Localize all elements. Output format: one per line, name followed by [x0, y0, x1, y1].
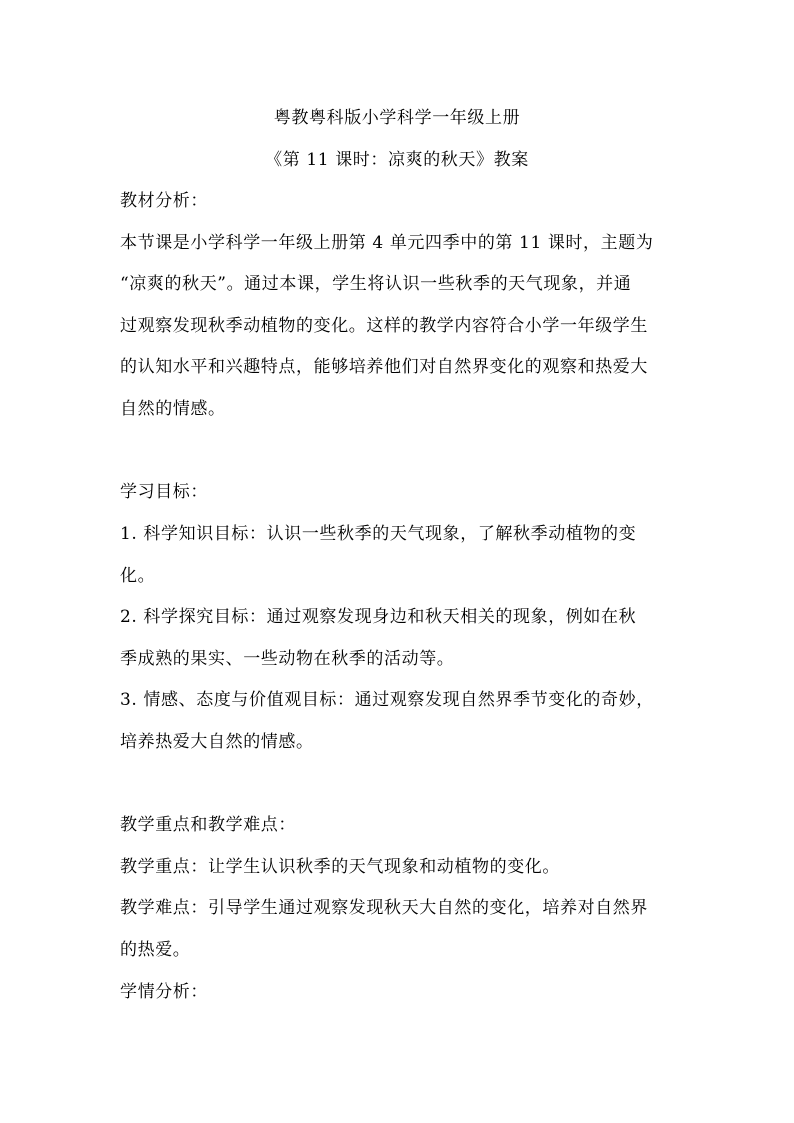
analysis-line: 自然的情感。 — [120, 399, 226, 419]
objectives-line: 化。 — [120, 566, 156, 586]
objectives-line: 3. 情感、态度与价值观目标：通过观察发现自然界季节变化的奇妙， — [120, 690, 654, 710]
analysis-line: 本节课是小学科学一年级上册第 4 单元四季中的第 11 课时，主题为 — [120, 233, 654, 253]
objectives-heading: 学习目标： — [120, 482, 208, 502]
objectives-line: 季成熟的果实、一些动物在秋季的活动等。 — [120, 649, 455, 669]
keypoints-heading: 教学重点和教学难点： — [120, 815, 296, 835]
objectives-line: 2. 科学探究目标：通过观察发现身边和秋天相关的现象，例如在秋 — [120, 607, 637, 627]
analysis-line: “凉爽的秋天”。通过本课，学生将认识一些秋季的天气现象，并通 — [120, 274, 632, 294]
document-title: 粤教粤科版小学科学一年级上册 — [273, 108, 521, 128]
objectives-line: 培养热爱大自然的情感。 — [120, 732, 314, 752]
analysis-line: 过观察发现秋季动植物的变化。这样的教学内容符合小学一年级学生 — [120, 316, 648, 336]
analysis-line: 的认知水平和兴趣特点，能够培养他们对自然界变化的观察和热爱大 — [120, 357, 648, 377]
analysis-heading: 教材分析： — [120, 191, 208, 211]
keypoints-line: 的热爱。 — [120, 940, 191, 960]
keypoints-line: 教学难点：引导学生通过观察发现秋天大自然的变化，培养对自然界 — [120, 898, 648, 918]
learner-heading: 学情分析： — [120, 982, 208, 1002]
keypoints-line: 教学重点：让学生认识秋季的天气现象和动植物的变化。 — [120, 857, 560, 877]
document-subtitle: 《第 11 课时：凉爽的秋天》教案 — [265, 150, 529, 170]
objectives-line: 1. 科学知识目标：认识一些秋季的天气现象，了解秋季动植物的变 — [120, 524, 637, 544]
